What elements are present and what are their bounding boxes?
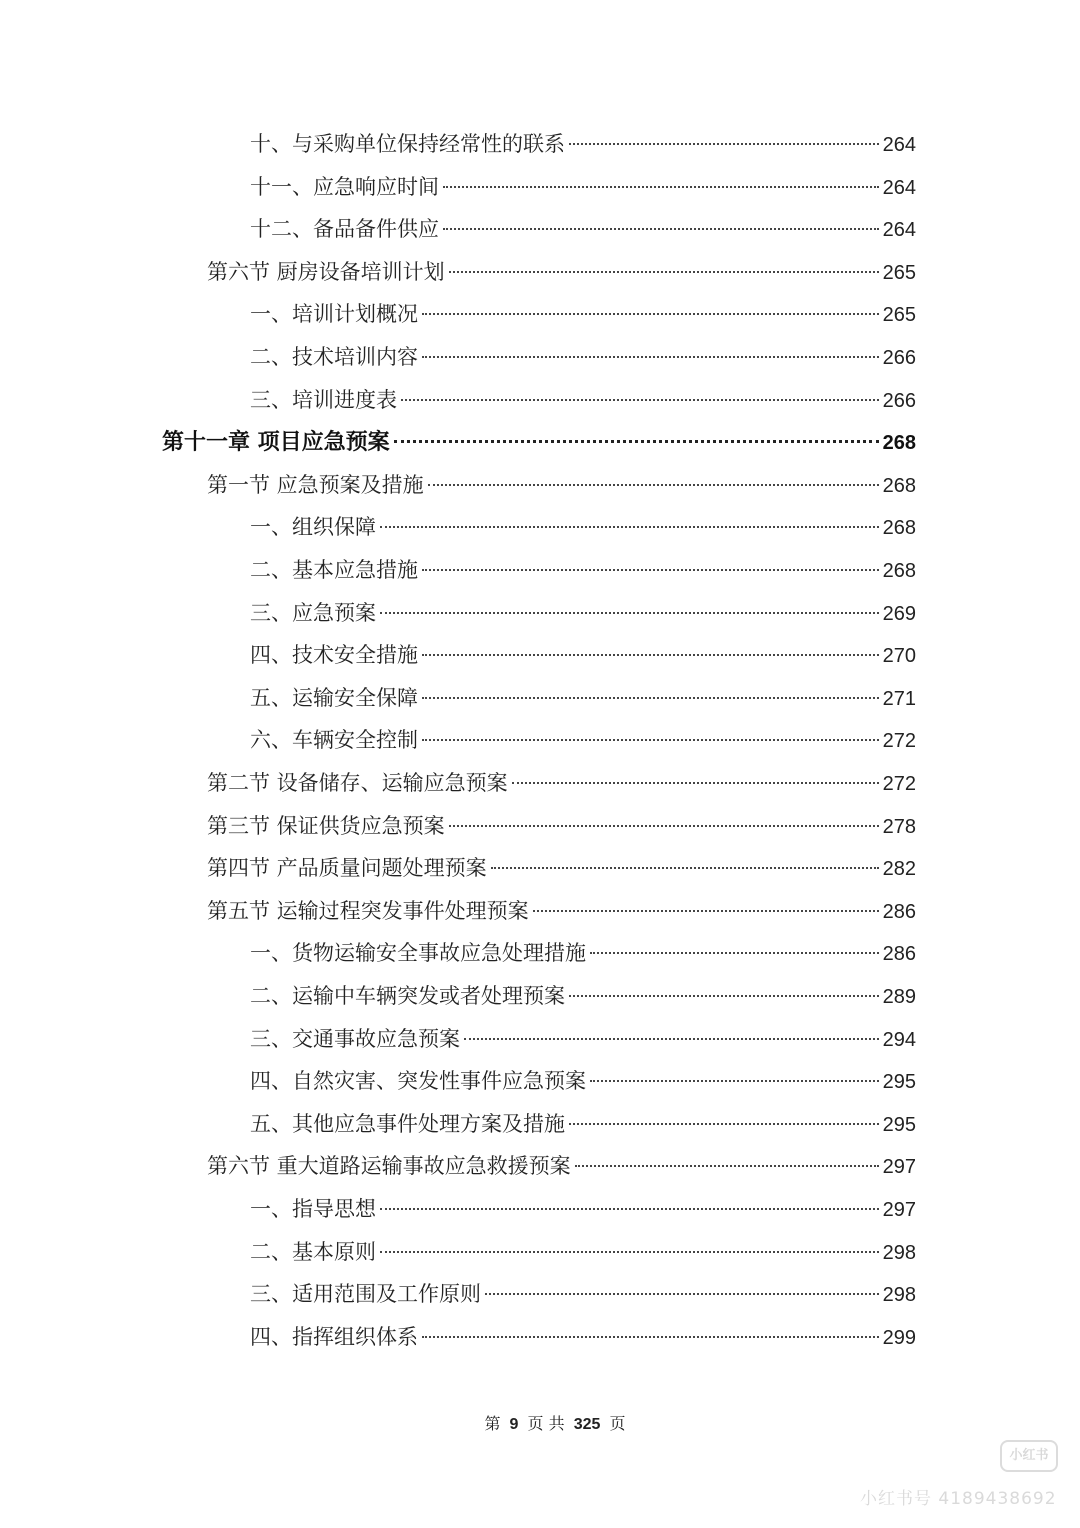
toc-entry[interactable] (250, 550, 916, 590)
toc-dot-leader (422, 1336, 879, 1338)
toc-dot-leader (422, 739, 879, 741)
toc-entry-title: 十一、应急响应时间 (250, 174, 439, 199)
watermark-id: 小红书号 4189438692 (860, 1489, 1057, 1509)
toc-entry[interactable] (250, 593, 916, 633)
toc-entry-title: 一、培训计划概况 (250, 302, 418, 327)
toc-dot-leader (590, 1080, 879, 1082)
toc-dot-leader (449, 271, 879, 273)
toc-entry[interactable] (250, 933, 916, 973)
toc-entry[interactable] (250, 1189, 916, 1229)
toc-entry-page: 286 (882, 900, 916, 923)
toc-entry-page: 265 (882, 304, 916, 327)
footer-suffix: 页 (609, 1414, 626, 1433)
toc-dot-leader (590, 952, 879, 954)
toc-dot-leader (428, 484, 879, 486)
toc-dot-leader (569, 143, 879, 145)
toc-entry[interactable] (250, 976, 916, 1016)
toc-entry[interactable] (207, 763, 916, 803)
toc-entry-title: 十二、备品备件供应 (250, 217, 439, 242)
toc-dot-leader (422, 654, 879, 656)
toc-dot-leader (422, 697, 879, 699)
toc-entry-title: 二、基本应急措施 (250, 558, 418, 582)
toc-dot-leader (449, 825, 879, 827)
toc-entry[interactable] (207, 1146, 916, 1186)
toc-entry-page: 295 (882, 1071, 916, 1094)
toc-entry[interactable] (207, 806, 916, 846)
toc-entry[interactable] (250, 380, 916, 420)
toc-entry-title: 第四节 产品质量问题处理预案 (207, 856, 487, 881)
page-footer (0, 1411, 1080, 1434)
toc-entry-title: 三、适用范围及工作原则 (250, 1282, 481, 1307)
toc-entry-title: 一、货物运输安全事故应急处理措施 (250, 941, 586, 966)
toc-entry-title: 四、技术安全措施 (250, 643, 418, 668)
toc-entry-page: 297 (882, 1156, 916, 1179)
toc-entry[interactable] (250, 294, 916, 334)
toc-entry[interactable] (250, 209, 916, 249)
toc-entry-page: 278 (882, 815, 916, 838)
toc-entry-title: 三、培训进度表 (250, 387, 397, 412)
toc-dot-leader (575, 1165, 879, 1167)
toc-entry-title: 一、指导思想 (250, 1197, 376, 1221)
toc-entry-page: 264 (882, 219, 916, 242)
toc-dot-leader (380, 526, 879, 528)
toc-dot-leader (443, 186, 879, 188)
toc-entry-page: 295 (882, 1113, 916, 1136)
toc-entry[interactable] (250, 635, 916, 675)
toc-entry-title: 三、应急预案 (250, 600, 376, 625)
toc-entry-page: 266 (882, 347, 916, 369)
toc-dot-leader (422, 356, 879, 358)
toc-entry[interactable] (250, 1019, 916, 1059)
toc-entry[interactable] (250, 1274, 916, 1314)
toc-entry-page: 289 (882, 986, 916, 1008)
toc-entry-page: 272 (882, 730, 916, 753)
toc-entry-page: 268 (882, 517, 916, 540)
toc-entry-page: 299 (882, 1326, 916, 1349)
toc-entry-page: 297 (882, 1199, 916, 1221)
toc-entry[interactable] (207, 465, 916, 505)
toc-entry-page: 282 (882, 858, 916, 881)
toc-entry[interactable] (250, 507, 916, 547)
toc-entry-page: 298 (882, 1284, 916, 1307)
toc-entry-page: 272 (882, 773, 916, 795)
toc-entry-page: 269 (882, 602, 916, 625)
toc-entry-page: 294 (882, 1028, 916, 1051)
toc-entry[interactable] (250, 337, 916, 377)
toc-entry-title: 一、组织保障 (250, 515, 376, 540)
toc-entry-page: 264 (882, 176, 916, 199)
toc-entry[interactable] (207, 848, 916, 888)
toc-entry-title: 四、自然灾害、突发性事件应急预案 (250, 1069, 586, 1094)
toc-entry[interactable] (162, 422, 916, 462)
toc-entry-title: 四、指挥组织体系 (250, 1324, 418, 1349)
toc-dot-leader (422, 569, 879, 571)
toc-entry-title: 第三节 保证供货应急预案 (207, 813, 445, 838)
toc-dot-leader (533, 910, 879, 912)
footer-current-page: 9 (509, 1416, 519, 1433)
toc-entry[interactable] (207, 891, 916, 931)
footer-middle: 页 共 (527, 1414, 565, 1433)
toc-dot-leader (491, 867, 879, 869)
toc-dot-leader (485, 1293, 879, 1295)
toc-dot-leader (464, 1038, 879, 1040)
toc-entry-page: 264 (882, 134, 916, 156)
toc-entry-page: 271 (882, 687, 916, 710)
toc-entry[interactable] (250, 678, 916, 718)
toc-entry-page: 268 (882, 560, 916, 582)
toc-dot-leader (394, 440, 879, 443)
toc-dot-leader (569, 995, 879, 997)
toc-entry[interactable] (250, 124, 916, 164)
toc-dot-leader (380, 612, 879, 614)
toc-entry-title: 五、其他应急事件处理方案及措施 (250, 1111, 565, 1136)
toc-dot-leader (512, 782, 879, 784)
toc-entry-title: 第六节 重大道路运输事故应急救援预案 (207, 1154, 571, 1179)
toc-entry-title: 二、基本原则 (250, 1239, 376, 1264)
toc-entry[interactable] (250, 1232, 916, 1272)
toc-entry-title: 第二节 设备储存、运输应急预案 (207, 771, 508, 795)
toc-entry[interactable] (207, 252, 916, 292)
toc-entry-title: 第十一章 项目应急预案 (162, 429, 390, 456)
footer-prefix: 第 (484, 1414, 501, 1433)
toc-dot-leader (401, 399, 879, 401)
toc-entry[interactable] (250, 1317, 916, 1357)
toc-entry-title: 第六节 厨房设备培训计划 (207, 259, 445, 284)
toc-entry-title: 第一节 应急预案及措施 (207, 472, 424, 497)
toc-entry-title: 十、与采购单位保持经常性的联系 (250, 132, 565, 156)
toc-entry[interactable] (250, 720, 916, 760)
toc-entry-title: 二、运输中车辆突发或者处理预案 (250, 984, 565, 1008)
toc-entry-page: 266 (882, 389, 916, 412)
toc-entry[interactable] (250, 167, 916, 207)
toc-entry-title: 第五节 运输过程突发事件处理预案 (207, 898, 529, 923)
toc-entry-page: 286 (882, 943, 916, 966)
toc-entry[interactable] (250, 1061, 916, 1101)
toc-dot-leader (380, 1251, 879, 1253)
toc-entry-title: 三、交通事故应急预案 (250, 1026, 460, 1051)
toc-entry-page: 270 (882, 645, 916, 668)
toc-dot-leader (443, 228, 879, 230)
toc-entry[interactable] (250, 1104, 916, 1144)
toc-dot-leader (422, 313, 879, 315)
toc-entry-page: 268 (882, 474, 916, 497)
toc-entry-page: 298 (882, 1241, 916, 1264)
toc-dot-leader (380, 1208, 879, 1210)
toc-entry-page: 268 (882, 432, 916, 455)
toc-entry-title: 五、运输安全保障 (250, 685, 418, 710)
toc-dot-leader (569, 1123, 879, 1125)
watermark-logo: 小红书 (1000, 1440, 1058, 1472)
toc-entry-title: 六、车辆安全控制 (250, 728, 418, 753)
footer-total-pages: 325 (573, 1416, 601, 1433)
toc-entry-page: 265 (882, 261, 916, 284)
toc-entry-title: 二、技术培训内容 (250, 345, 418, 369)
